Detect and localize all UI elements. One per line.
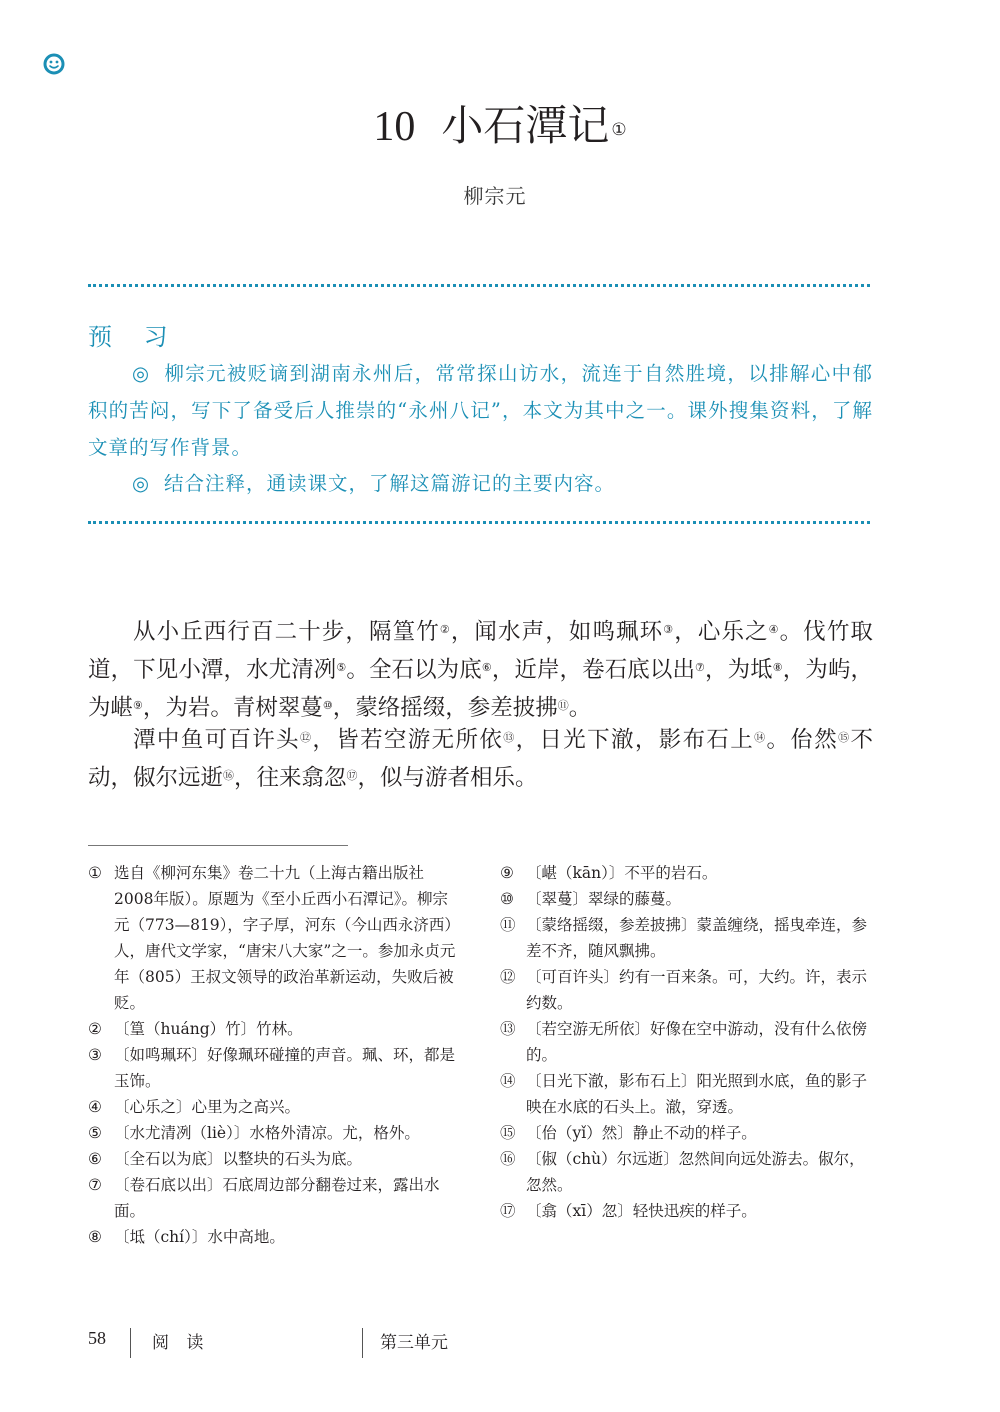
footnote-marker: ③ [663, 623, 675, 636]
footnote-text: 〔水尤清冽（liè）〕水格外清凉。尤，格外。 [114, 1124, 420, 1142]
body-text-segment: 。伐竹取道，下见小潭，水尤清冽 [88, 619, 873, 683]
footnote-marker: ⑥ [481, 661, 492, 674]
preview-top-divider [88, 284, 870, 287]
body-text-segment: ，皆若空游无所依 [312, 727, 504, 753]
footnote-text: 〔翕（xī）忽〕轻快迅疾的样子。 [526, 1202, 757, 1220]
footnote-marker: ⑤ [336, 661, 347, 674]
footnote-text: 〔嵁（kān）〕不平的岩石。 [526, 864, 718, 882]
footer-separator [362, 1328, 363, 1358]
footnote-text: 〔篁（huáng）竹〕竹林。 [114, 1020, 303, 1038]
footnote [88, 1042, 458, 1094]
footnote-marker: ⑬ [503, 731, 516, 744]
footnote-text: 〔若空游无所依〕好像在空中游动，没有什么依傍的。 [526, 1020, 868, 1064]
footnote-number: ⑧ [88, 1228, 102, 1246]
page-number: 58 [88, 1328, 106, 1348]
footnote-number: ⑪ [500, 916, 516, 934]
footnote [88, 1172, 458, 1224]
footnote [88, 1146, 458, 1172]
footnote-number: ① [88, 864, 102, 882]
footnotes-right-column [500, 860, 870, 1224]
footnote-text: 〔卷石底以出〕石底周边部分翻卷过来，露出水面。 [114, 1176, 440, 1220]
lesson-title [0, 98, 1000, 155]
preview-bottom-divider [88, 521, 870, 524]
footnote-marker: ⑦ [695, 661, 705, 674]
author-name: 柳宗元 [463, 184, 527, 208]
footer-unit: 第三单元 [380, 1333, 448, 1353]
body-text-segment: ，近岸，卷石底以出 [491, 657, 696, 683]
lesson-title-text: 小石潭记 [441, 101, 610, 150]
footnote-text: 〔坻（chí）〕水中高地。 [114, 1228, 285, 1246]
footnote [500, 860, 870, 886]
lesson-number: 10 [373, 104, 416, 150]
body-text-segment: 从小丘西行百二十步，隔篁竹 [133, 619, 440, 645]
body-text-segment: 。全石以为底 [346, 657, 482, 683]
body-text-segment: 。佁然 [766, 727, 839, 753]
footnote-marker: ⑰ [346, 769, 358, 782]
preview-heading: 预 习 [88, 323, 180, 351]
footnote-text: 〔俶（chù）尔远逝〕忽然间向远处游去。俶尔，忽然。 [526, 1150, 865, 1194]
footnote-text: 选自《柳河东集》卷二十九（上海古籍出版社2008年版）。原题为《至小丘西小石潭记》。柳宗元（773—819），字子厚，河东（今山西永济西）人，唐代文学家，“唐宋八大家”之一。参加永贞元年（805）王叔文领导的政治革新运动，失败后被贬。 [114, 864, 456, 1012]
footnote-marker: ⑮ [838, 731, 851, 744]
footnotes-left-column [88, 860, 458, 1250]
footnote-number: ③ [88, 1046, 102, 1064]
footnote-number: ⑫ [500, 968, 516, 986]
footnote [500, 1120, 870, 1146]
footnote-text: 〔蒙络摇缀，参差披拂〕蒙盖缠绕，摇曳牵连，参差不齐，随风飘拂。 [526, 916, 868, 960]
footer-separator [130, 1328, 131, 1358]
footnote [88, 1224, 458, 1250]
footnote-number: ⑨ [500, 864, 514, 882]
footnote-number: ⑩ [500, 890, 514, 908]
footnote-number: ⑰ [500, 1202, 516, 1220]
footnote [88, 1120, 458, 1146]
footnote-text: 〔可百许头〕约有一百来条。可，大约。许，表示约数。 [526, 968, 868, 1012]
footnote [500, 964, 870, 1016]
footer-section: 阅 读 [152, 1333, 210, 1353]
footnote-text: 〔佁（yǐ）然〕静止不动的样子。 [526, 1124, 757, 1142]
preview-item-text: 柳宗元被贬谪到湖南永州后，常常探山访水，流连于自然胜境，以排解心中郁积的苦闷，写下了备受后人推崇的“永州八记”，本文为其中之一。课外搜集资料，了解文章的写作背景。 [88, 362, 873, 459]
preview-item-text: 结合注释，通读课文，了解这篇游记的主要内容。 [164, 472, 616, 495]
footnote-marker: ⑨ [133, 699, 143, 712]
footnote [500, 1016, 870, 1068]
footnote-number: ⑯ [500, 1150, 516, 1168]
body-paragraph-1 [88, 613, 873, 727]
footnote [500, 1068, 870, 1120]
footnote-text: 〔如鸣珮环〕好像珮环碰撞的声音。珮、环，都是玉饰。 [114, 1046, 456, 1090]
footnote-text: 〔全石以为底〕以整块的石头为底。 [114, 1150, 363, 1168]
body-text-segment: ，为屿，为嵁 [88, 657, 873, 721]
footnote-text: 〔日光下澈，影布石上〕阳光照到水底，鱼的影子映在水底的石头上。澈，穿透。 [526, 1072, 868, 1116]
body-text-segment: 。 [568, 695, 592, 721]
footnote-text: 〔翠蔓〕翠绿的藤蔓。 [526, 890, 682, 908]
footnote-text: 〔心乐之〕心里为之高兴。 [114, 1098, 301, 1116]
preview-item-1 [88, 355, 873, 466]
body-text-segment: ，为岩。青树翠蔓 [142, 695, 323, 721]
smiley-face-icon [43, 53, 65, 75]
footnote-number: ⑦ [88, 1176, 102, 1194]
footnote-number: ② [88, 1020, 102, 1038]
footnote-marker: ⑯ [223, 769, 235, 782]
footnote-number: ⑥ [88, 1150, 102, 1168]
footnote [88, 1094, 458, 1120]
footnote-divider [88, 845, 348, 846]
footnote [500, 912, 870, 964]
body-text-segment: ，日光下澈，影布石上 [515, 727, 755, 753]
bullet-icon: ◎ [132, 472, 151, 495]
body-text-segment: ，为坻 [705, 657, 773, 683]
footnote-number: ⑤ [88, 1124, 102, 1142]
footnote-marker: ⑫ [300, 731, 313, 744]
footnote-number: ⑮ [500, 1124, 516, 1142]
body-paragraph-2 [88, 721, 873, 797]
footnote-marker: ④ [768, 623, 780, 636]
footnote-marker: ⑧ [772, 661, 783, 674]
body-text-segment: 不动，俶尔远逝 [88, 727, 873, 791]
footnote [500, 886, 870, 912]
footnote-number: ④ [88, 1098, 102, 1116]
footnote-marker: ⑪ [557, 699, 569, 712]
preview-item-2 [88, 465, 873, 502]
footnote [500, 1198, 870, 1224]
title-footnote-marker: ① [611, 120, 627, 140]
body-text-segment: 潭中鱼可百许头 [133, 727, 300, 753]
footnote-number: ⑬ [500, 1020, 516, 1038]
body-text-segment: ，蒙络摇缀，参差披拂 [332, 695, 558, 721]
body-text-segment: ，往来翕忽 [234, 765, 347, 791]
footnote-number: ⑭ [500, 1072, 516, 1090]
bullet-icon: ◎ [132, 362, 151, 385]
footnote [88, 860, 458, 1016]
body-text-segment: ，似与游者相乐。 [357, 765, 538, 791]
body-text-segment: ，闻水声，如鸣珮环 [450, 619, 664, 645]
footnote-marker: ⑩ [322, 699, 333, 712]
footnote [88, 1016, 458, 1042]
footnote-marker: ⑭ [754, 731, 767, 744]
footnote [500, 1146, 870, 1198]
body-text-segment: ，心乐之 [674, 619, 769, 645]
footnote-marker: ② [439, 623, 451, 636]
